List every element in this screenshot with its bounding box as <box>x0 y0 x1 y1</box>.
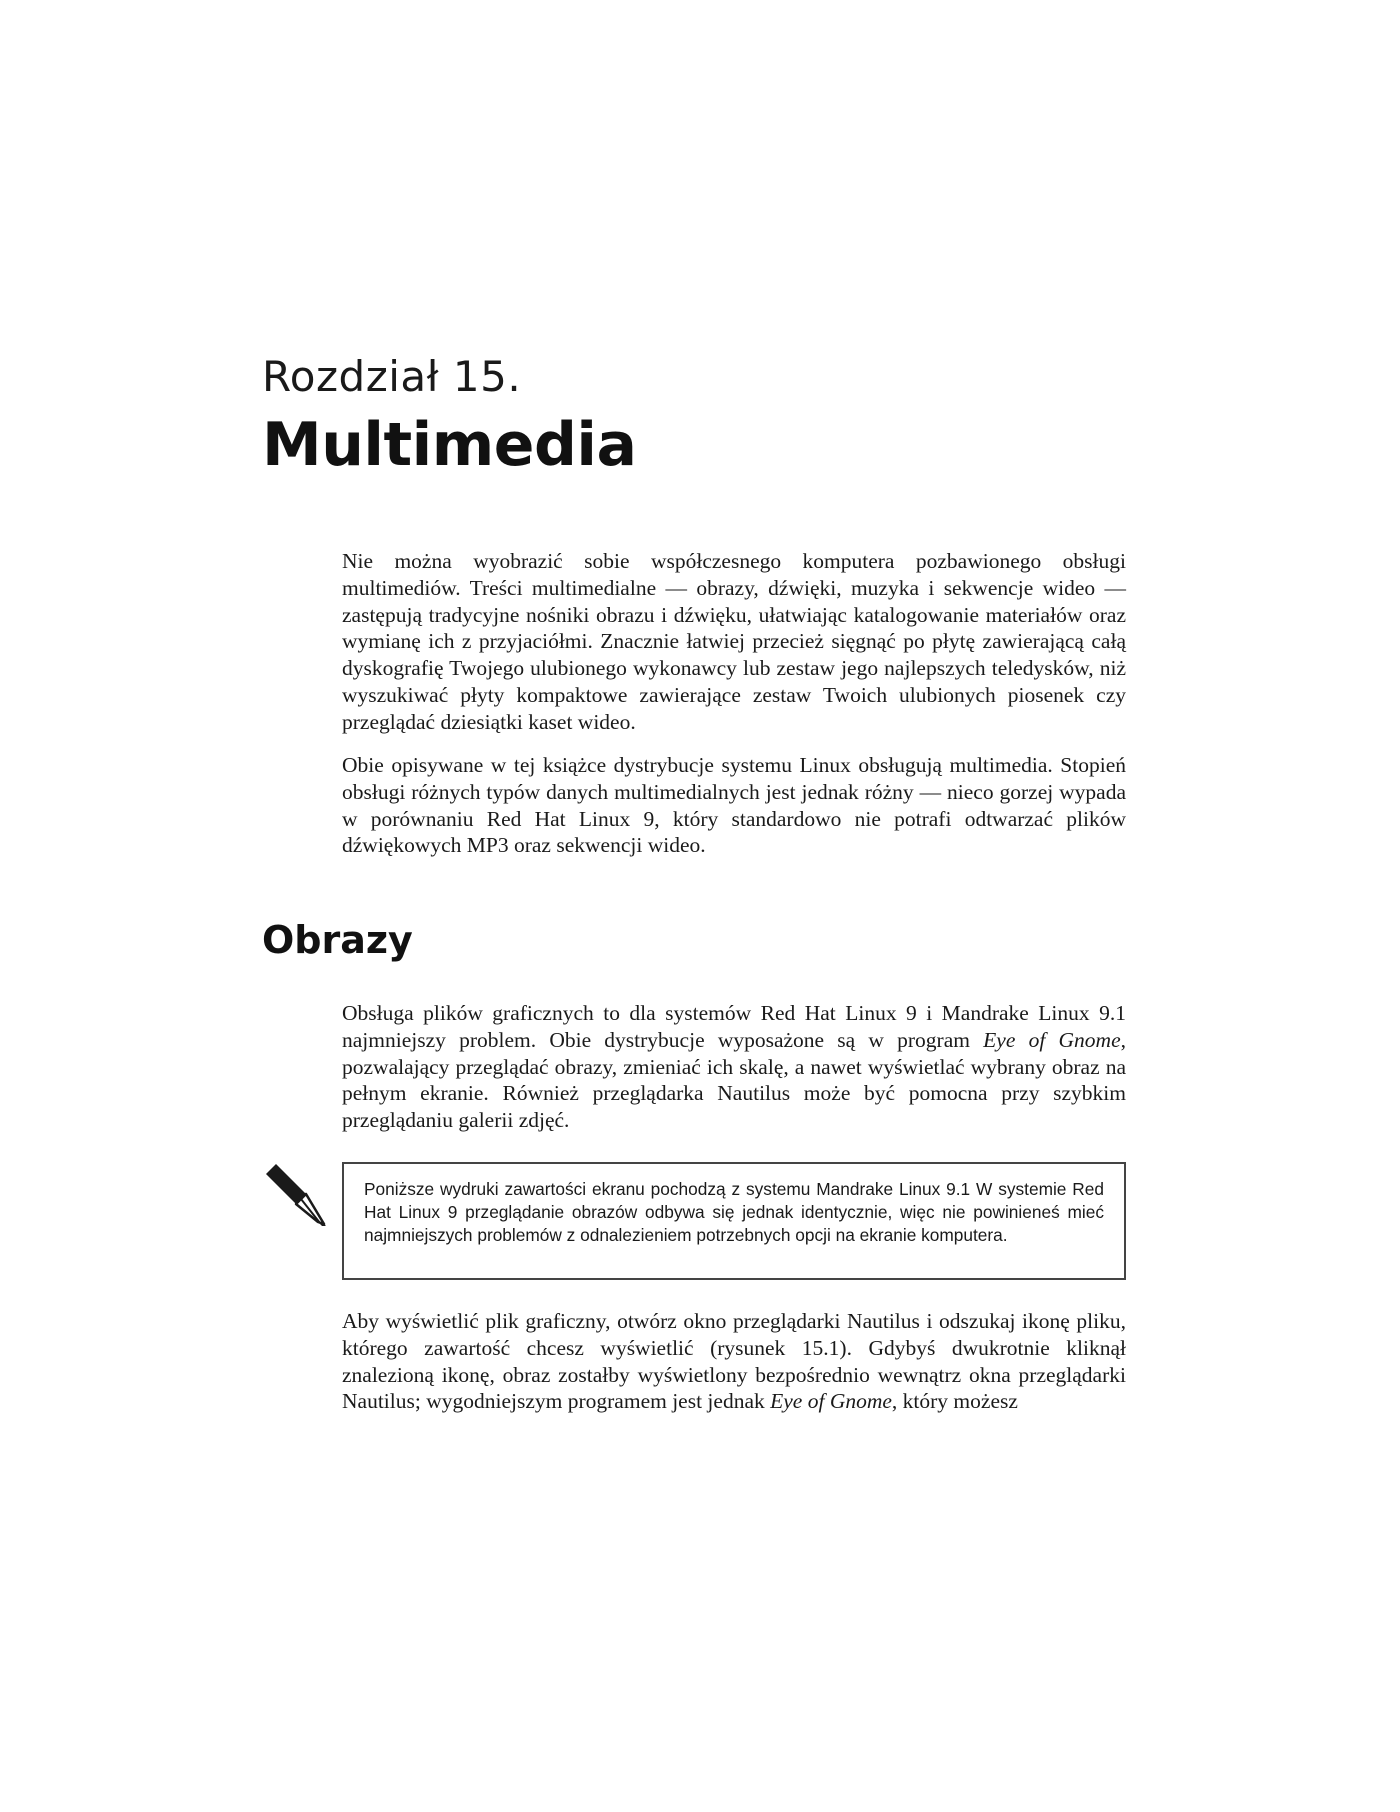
intro-paragraph-1: Nie można wyobrazić sobie współczesnego komputera pozbawionego obsługi multimediów. Treści multimedialne — obrazy, dźwięki, muzyka i sekwencje wideo — zastępują tradycyjne nośniki obrazu i dźwięku, ułatwiając katalogowanie materiałów oraz wymianę ich z przyjaciółmi. Znacznie łatwiej przecież sięgnąć po płytę zawierającą całą dyskografię Twojego ulubionego wykonawcy lub zestaw jego najlepszych teledysków, niż wyszukiwać płyty kompaktowe zawierające zestaw Twoich ulubionych piosenek czy przeglądać dziesiątki kaset wideo. <box>342 549 1126 734</box>
section-paragraph-2-part-b: , który możesz <box>891 1389 1018 1414</box>
note-box <box>342 1162 1126 1280</box>
section-paragraph-2 <box>342 1308 1126 1415</box>
section-paragraph-1-part-a: Obsługa plików graficznych to dla systemów Red Hat Linux 9 i Mandrake Linux 9.1 najmniejszy problem. Obie dystrybucje wyposażone są w program <box>342 1001 1126 1052</box>
intro-paragraph-2: Obie opisywane w tej książce dystrybucje systemu Linux obsługują multimedia. Stopień obsługi różnych typów danych multimedialnych jest jednak różny — nieco gorzej wypada w porównaniu Red Hat Linux 9, który standardowo nie potrafi odtwarzać plików dźwiękowych MP3 oraz sekwencji wideo. <box>342 753 1126 858</box>
section-paragraph-2-part-a: Aby wyświetlić plik graficzny, otwórz okno przeglądarki Nautilus i odszukaj ikonę pliku, którego zawartość chcesz wyświetlić (rysunek 15.1). Gdybyś dwukrotnie kliknął znalezioną ikonę, obraz zostałby wyświetlony bezpośrednio wewnątrz okna przeglądarki Nautilus; wygodniejszym programem jest jednak <box>342 1309 1126 1414</box>
chapter-title: Multimedia <box>262 410 637 480</box>
program-name: Eye of Gnome <box>983 1027 1121 1052</box>
chapter-number: Rozdział 15. <box>262 352 522 401</box>
note-text: Poniższe wydruki zawartości ekranu pochodzą z systemu Mandrake Linux 9.1 W systemie Red Hat Linux 9 przeglądanie obrazów odbywa się jednak identycznie, więc nie powinieneś mieć najmniejszych problemów z odnalezieniem potrzebnych opcji na ekranie komputera. <box>364 1179 1104 1245</box>
section-paragraph-1-part-b: , pozwalający przeglądać obrazy, zmieniać ich skalę, a nawet wyświetlać wybrany obraz na pełnym ekranie. Również przeglądarka Nautilus może być pomocna przy szybkim przeglądaniu galerii zdjęć. <box>342 1027 1126 1133</box>
section-paragraph-1 <box>342 1000 1126 1134</box>
program-name-2: Eye of Gnome <box>770 1389 892 1414</box>
section-heading: Obrazy <box>262 918 413 962</box>
pencil-icon <box>262 1160 332 1230</box>
